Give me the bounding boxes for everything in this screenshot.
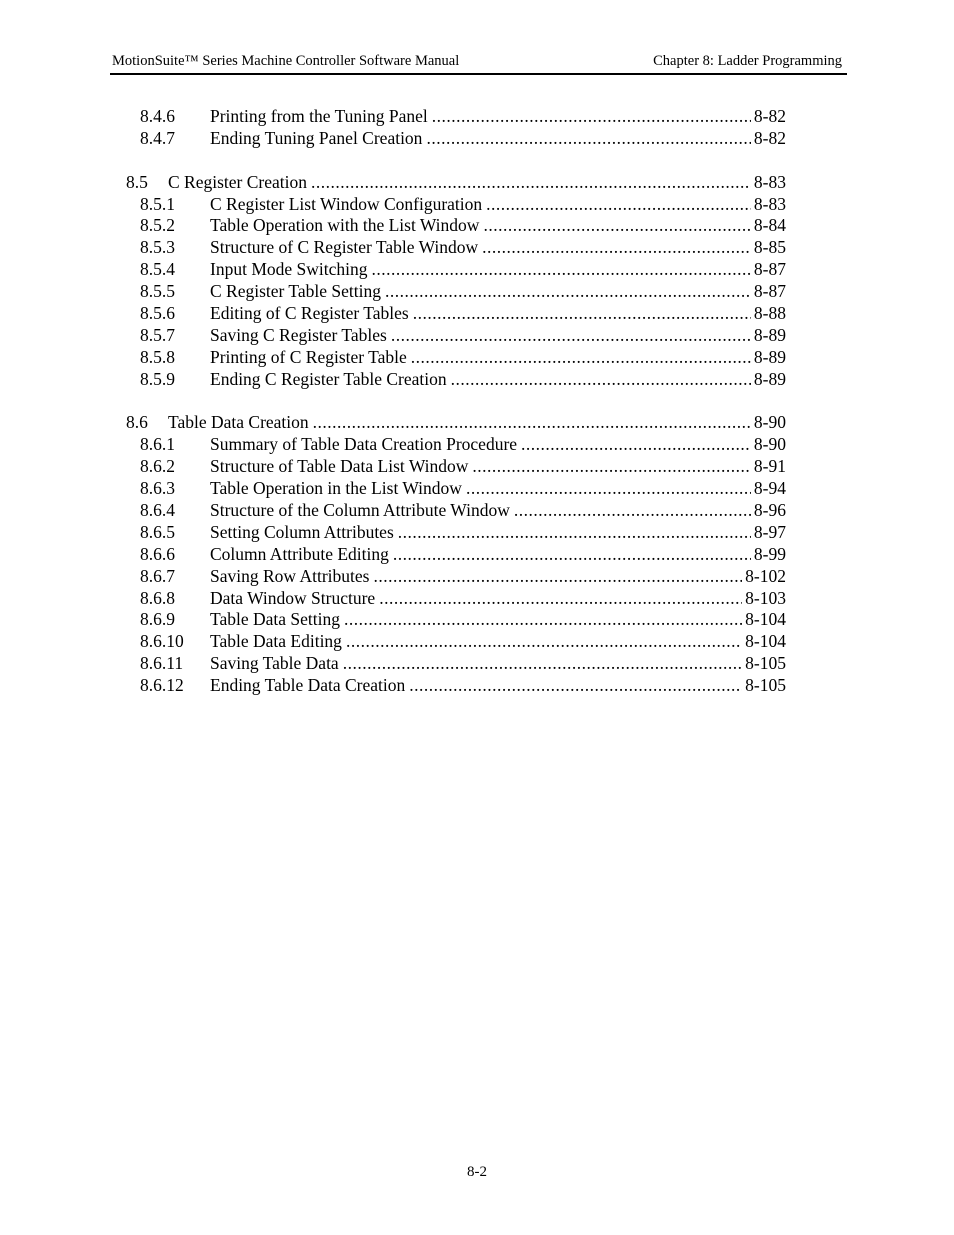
toc-entry-title: Printing from the Tuning Panel	[210, 106, 428, 126]
toc-entry-title: Input Mode Switching	[210, 259, 368, 280]
page-header	[112, 52, 846, 72]
toc-entry-title: Structure of Table Data List Window	[210, 456, 469, 477]
dot-leader	[398, 522, 786, 544]
toc-entry-page: 8-89	[751, 369, 786, 391]
toc-entry-page: 8-102	[742, 566, 786, 588]
toc-entry[interactable]	[0, 434, 954, 456]
toc-entry-title: Editing of C Register Tables	[210, 303, 409, 324]
toc-entry-number: 8.6.12	[140, 675, 184, 696]
toc-entry-page: 8-104	[742, 609, 786, 631]
toc-entry-number: 8.6.3	[140, 478, 175, 499]
toc-entry-title: Structure of the Column Attribute Window	[210, 500, 510, 521]
toc-entry-title: Saving C Register Tables	[210, 324, 387, 345]
toc-entry-title: Saving Row Attributes	[210, 565, 370, 586]
dot-leader	[413, 303, 786, 325]
toc-entry-number: 8.6.9	[140, 609, 175, 630]
toc-entry-page: 8-105	[742, 653, 786, 675]
toc-entry-page: 8-82	[751, 106, 786, 128]
toc-entry[interactable]	[0, 675, 954, 697]
toc-entry-page: 8-82	[751, 128, 786, 150]
dot-leader	[313, 412, 786, 434]
toc-entry[interactable]	[0, 566, 954, 588]
dot-leader	[346, 631, 786, 653]
toc-entry[interactable]	[0, 347, 954, 369]
dot-leader	[486, 194, 786, 216]
toc-entry-number: 8.5.9	[140, 368, 175, 389]
dot-leader	[343, 653, 786, 675]
toc-entry-number: 8.5.4	[140, 259, 175, 280]
toc-entry[interactable]	[0, 369, 954, 391]
dot-leader	[451, 369, 786, 391]
toc-entry-page: 8-85	[751, 237, 786, 259]
dot-leader	[514, 500, 786, 522]
toc-entry-number: 8.6.2	[140, 456, 175, 477]
toc-entry-page: 8-87	[751, 259, 786, 281]
toc-entry-number: 8.6.1	[140, 434, 175, 455]
dot-leader	[466, 478, 786, 500]
toc-entry-number: 8.5.6	[140, 303, 175, 324]
toc-entry-title: Table Data Creation	[168, 412, 309, 433]
toc-entry-title: Ending C Register Table Creation	[210, 368, 447, 389]
dot-leader	[521, 434, 786, 456]
toc-entry-page: 8-105	[742, 675, 786, 697]
toc-entry-page: 8-103	[742, 588, 786, 610]
toc-entry[interactable]	[0, 653, 954, 675]
toc-entry[interactable]	[0, 237, 954, 259]
toc-entry[interactable]	[0, 128, 954, 150]
dot-leader	[372, 259, 787, 281]
toc-entry-title: Structure of C Register Table Window	[210, 237, 479, 258]
dot-leader	[385, 281, 786, 303]
toc-entry-number: 8.5.3	[140, 237, 175, 258]
toc-entry-title: Ending Tuning Panel Creation	[210, 127, 423, 148]
toc-entry[interactable]	[0, 259, 954, 281]
chapter-title: Chapter 8: Ladder Programming	[653, 53, 842, 69]
toc-entry[interactable]	[0, 412, 954, 434]
toc-entry-page: 8-97	[751, 522, 786, 544]
toc-entry-number: 8.6.8	[140, 587, 175, 608]
toc-entry-number: 8.5.1	[140, 193, 175, 214]
dot-leader	[393, 544, 786, 566]
dot-leader	[379, 588, 786, 610]
dot-leader	[426, 128, 786, 150]
toc-entry[interactable]	[0, 631, 954, 653]
toc-entry[interactable]	[0, 172, 954, 194]
toc-entry[interactable]	[0, 456, 954, 478]
toc-entry-number: 8.4.7	[140, 127, 175, 148]
toc-entry-number: 8.6.6	[140, 543, 175, 564]
dot-leader	[482, 237, 786, 259]
toc-entry-title: Table Operation in the List Window	[210, 478, 462, 499]
dot-leader	[483, 215, 786, 237]
dot-leader	[432, 106, 786, 128]
toc-entry-page: 8-104	[742, 631, 786, 653]
toc-entry-title: Column Attribute Editing	[210, 543, 389, 564]
toc-entry-title: Saving Table Data	[210, 653, 339, 674]
toc-entry-number: 8.5.8	[140, 346, 175, 367]
toc-entry-title: Setting Column Attributes	[210, 521, 394, 542]
toc-entry-page: 8-90	[751, 412, 786, 434]
toc-entry-page: 8-99	[751, 544, 786, 566]
table-of-contents	[0, 106, 954, 697]
toc-entry[interactable]	[0, 478, 954, 500]
toc-entry-title: Table Data Setting	[210, 609, 340, 630]
manual-title: MotionSuite™ Series Machine Controller Software Manual	[112, 53, 460, 69]
toc-entry[interactable]	[0, 325, 954, 347]
toc-entry-page: 8-90	[751, 434, 786, 456]
toc-entry[interactable]	[0, 588, 954, 610]
toc-entry-number: 8.6.11	[140, 653, 184, 674]
dot-leader	[472, 456, 786, 478]
toc-entry-number: 8.6.10	[140, 631, 184, 652]
dot-leader	[409, 675, 786, 697]
toc-entry-page: 8-96	[751, 500, 786, 522]
dot-leader	[411, 347, 786, 369]
toc-entry-title: C Register Creation	[168, 171, 308, 192]
toc-entry[interactable]	[0, 194, 954, 216]
dot-leader	[391, 325, 786, 347]
toc-entry-page: 8-84	[751, 215, 786, 237]
toc-entry[interactable]	[0, 106, 954, 128]
toc-entry-title: Data Window Structure	[210, 587, 376, 608]
toc-entry-page: 8-83	[751, 172, 786, 194]
toc-entry-page: 8-88	[751, 303, 786, 325]
toc-entry-number: 8.6.5	[140, 521, 175, 542]
toc-entry-number: 8.5	[126, 171, 148, 192]
toc-entry[interactable]	[0, 522, 954, 544]
toc-entry-page: 8-87	[751, 281, 786, 303]
toc-entry-page: 8-89	[751, 325, 786, 347]
dot-leader	[344, 609, 786, 631]
toc-entry[interactable]	[0, 609, 954, 631]
toc-entry-title: C Register Table Setting	[210, 281, 382, 302]
toc-entry-number: 8.6.4	[140, 500, 175, 521]
toc-entry[interactable]	[0, 215, 954, 237]
toc-entry-title: C Register List Window Configuration	[210, 193, 483, 214]
toc-entry-title: Table Data Editing	[210, 631, 342, 652]
dot-leader	[373, 566, 786, 588]
toc-entry-title: Table Operation with the List Window	[210, 215, 480, 236]
toc-entry-title: Ending Table Data Creation	[210, 675, 406, 696]
toc-entry-number: 8.6	[126, 412, 148, 433]
toc-entry-number: 8.4.6	[140, 106, 175, 126]
toc-entry-number: 8.5.7	[140, 324, 175, 345]
toc-entry[interactable]	[0, 281, 954, 303]
toc-entry-page: 8-94	[751, 478, 786, 500]
toc-entry-title: Summary of Table Data Creation Procedure	[210, 434, 518, 455]
toc-entry[interactable]	[0, 544, 954, 566]
toc-entry[interactable]	[0, 500, 954, 522]
toc-entry-title: Printing of C Register Table	[210, 346, 407, 367]
dot-leader	[311, 172, 786, 194]
toc-entry-number: 8.5.2	[140, 215, 175, 236]
toc-entry[interactable]	[0, 303, 954, 325]
toc-entry-page: 8-83	[751, 194, 786, 216]
header-divider	[110, 73, 847, 75]
toc-entry-page: 8-91	[751, 456, 786, 478]
toc-entry-page: 8-89	[751, 347, 786, 369]
toc-entry-number: 8.6.7	[140, 565, 175, 586]
toc-entry-number: 8.5.5	[140, 281, 175, 302]
page-number: 8-2	[467, 1164, 487, 1180]
